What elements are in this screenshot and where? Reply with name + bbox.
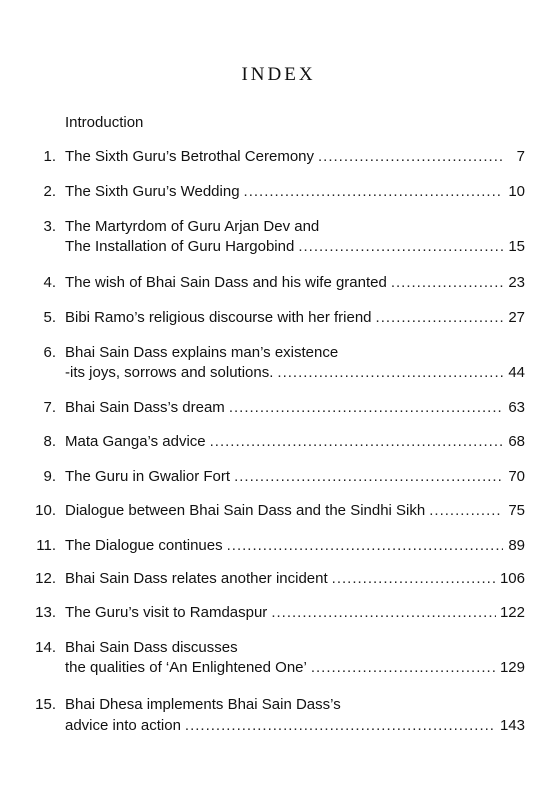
entry-line [65,148,525,165]
entry-title: Bhai Sain Dass explains man’s existence [65,344,339,361]
entry-page-number: 106 [499,570,525,587]
dot-leader [185,717,496,734]
entry-title: Bhai Sain Dass discusses [65,639,238,656]
entry-number: 9. [43,468,56,485]
entry-title-continued: advice into action [65,717,181,734]
entry-title: The Guru’s visit to Ramdaspur [65,604,268,621]
entry-line [65,274,525,291]
entry-number: 7. [43,399,56,416]
entry-line [65,570,525,587]
entry-number: 1. [43,148,56,165]
entry-title: Bibi Ramo’s religious discourse with her friend [65,309,372,326]
entry-number: 13. [35,604,56,621]
entry-page-number: 129 [499,659,525,676]
entry-line [65,433,525,450]
page-title: INDEX [241,64,316,85]
entry-number: 3. [43,218,56,235]
entry-page-number: 68 [508,433,525,450]
dot-leader [332,570,496,587]
entry-page-number: 63 [508,399,525,416]
entry-page-number: 7 [516,148,525,165]
entry-title-continued: the qualities of ‘An Enlightened One’ [65,659,307,676]
entry-number: 10. [35,502,56,519]
dot-leader [210,433,503,450]
entry-title: Bhai Sain Dass’s dream [65,399,225,416]
introduction-label: Introduction [65,114,144,131]
entry-line [65,696,525,713]
entry-line [65,218,525,235]
entry-title: The wish of Bhai Sain Dass and his wife granted [65,274,387,291]
dot-leader [227,537,503,554]
entry-line [65,364,525,381]
entry-page-number: 89 [508,537,525,554]
dot-leader [376,309,503,326]
entry-page-number: 27 [508,309,525,326]
dot-leader [277,364,503,381]
dot-leader [298,238,503,255]
entry-number: 15. [35,696,56,713]
entry-line [65,399,525,416]
entry-line [65,717,525,734]
entry-number: 4. [43,274,56,291]
entry-number: 12. [35,570,56,587]
entry-line [65,537,525,554]
dot-leader [311,659,496,676]
entry-line [65,502,525,519]
entry-title: The Guru in Gwalior Fort [65,468,231,485]
entry-title-continued: The Installation of Guru Hargobind [65,238,295,255]
dot-leader [244,183,503,200]
entry-number: 11. [36,537,56,554]
entry-number: 5. [43,309,56,326]
dot-leader [429,502,503,519]
dot-leader [229,399,503,416]
entry-title: The Sixth Guru’s Betrothal Ceremony [65,148,315,165]
entry-number: 2. [43,183,56,200]
dot-leader [271,604,496,621]
entry-line [65,639,525,656]
entry-number: 14. [35,639,56,656]
entry-line [65,604,525,621]
entry-page-number: 75 [508,502,525,519]
entry-line [65,468,525,485]
entry-line [65,238,525,255]
entry-page-number: 44 [508,364,525,381]
entry-page-number: 70 [508,468,525,485]
entry-title: The Martyrdom of Guru Arjan Dev and [65,218,320,235]
dot-leader [391,274,503,291]
entry-title: Bhai Sain Dass relates another incident [65,570,328,587]
entry-number: 8. [43,433,56,450]
entry-line [65,183,525,200]
dot-leader [318,148,503,165]
entry-title: Bhai Dhesa implements Bhai Sain Dass’s [65,696,341,713]
entry-title-continued: -its joys, sorrows and solutions. [65,364,274,381]
entry-page-number: 122 [499,604,525,621]
entry-line [65,344,525,361]
entry-title: The Sixth Guru’s Wedding [65,183,240,200]
entry-title: The Dialogue continues [65,537,223,554]
entry-page-number: 15 [508,238,525,255]
dot-leader [234,468,503,485]
entry-title: Mata Ganga’s advice [65,433,206,450]
entry-page-number: 143 [499,717,525,734]
entry-title: Dialogue between Bhai Sain Dass and the Sindhi Sikh [65,502,426,519]
entry-number: 6. [43,344,56,361]
entry-line [65,659,525,676]
entry-page-number: 10 [508,183,525,200]
entry-page-number: 23 [508,274,525,291]
entry-line [65,309,525,326]
